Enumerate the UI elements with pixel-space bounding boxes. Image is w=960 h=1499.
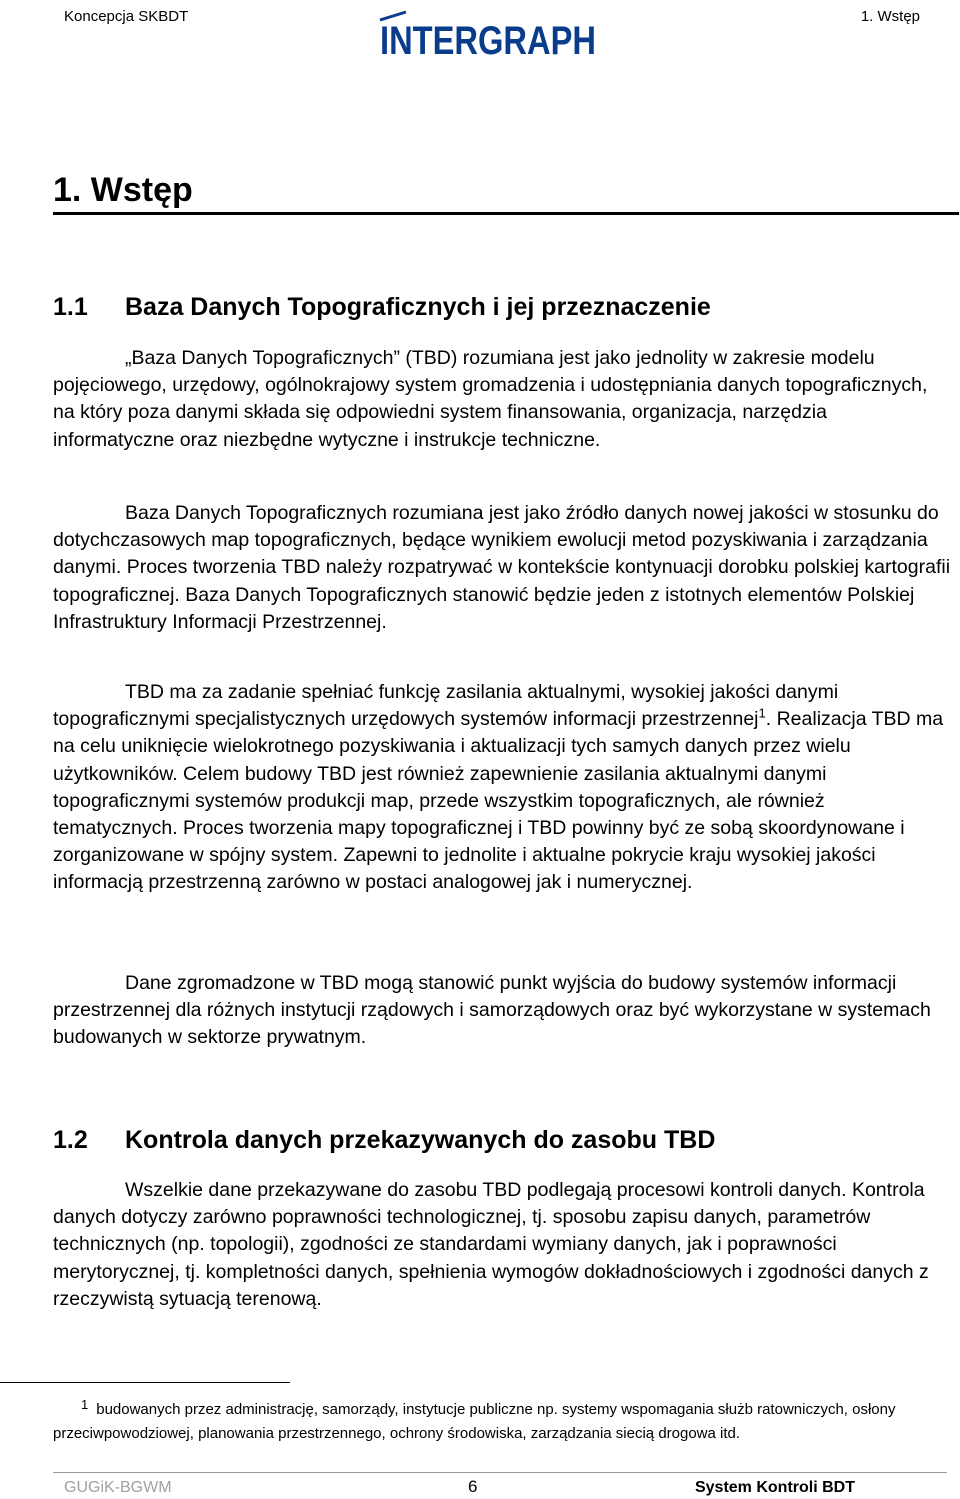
footnote-separator bbox=[0, 1382, 290, 1383]
paragraph: Wszelkie dane przekazywane do zasobu TBD podlegają procesowi kontroli danych. Kontrola danych dotyczy zarówno poprawności technologicznej, tj. sposobu zapisu danych, parametrów technicznych (np. topologii), zgodności ze standardami wymiany danych, jak i poprawności merytorycznej, tj. kompletności danych, spełnienia wymogów dokładnościowych i zgodności danych z rzeczywistą sytuacją terenową. bbox=[53, 1179, 929, 1310]
paragraph: „Baza Danych Topograficznych” (TBD) rozumiana jest jako jednolity w zakresie modelu pojęciowego, urzędowy, ogólnokrajowy system gromadzenia i udostępniania danych topograficznych, na który poza danymi składa się odpowiedni system finansowania, organizacja, narzędzia informatyczne oraz niezbędne wytyczne i instrukcje techniczne. bbox=[53, 347, 928, 451]
section-title: Baza Danych Topograficznych i jej przeznaczenie bbox=[125, 293, 711, 321]
footnote bbox=[53, 1398, 943, 1446]
section-heading-1-2 bbox=[53, 1125, 715, 1155]
footnote-reference[interactable]: 1 bbox=[758, 705, 766, 721]
section-number: 1.1 bbox=[53, 293, 88, 321]
svg-text:INTERGRAPH: INTERGRAPH bbox=[380, 19, 596, 63]
footnote-text: budowanych przez administrację, samorządy, instytucje publiczne np. systemy wspomagania służb ratowniczych, osłony przeciwpowodziowej, planowania przestrzennego, ochrony środowiska, zarządzania siecią drogowa itd. bbox=[53, 1401, 896, 1442]
section-number: 1.2 bbox=[53, 1126, 88, 1154]
footer-divider bbox=[53, 1472, 947, 1473]
paragraph: Dane zgromadzone w TBD mogą stanowić punkt wyjścia do budowy systemów informacji przestrzennej dla różnych instytucji rządowych i samorządowych oraz być wykorzystane w systemach budowanych w sektorze prywatnym. bbox=[53, 972, 931, 1049]
section-title: Kontrola danych przekazywanych do zasobu TBD bbox=[125, 1126, 716, 1154]
footer-organization: GUGiK-BGWM bbox=[64, 1479, 172, 1496]
section-heading-1-1 bbox=[53, 292, 711, 322]
intergraph-logo bbox=[378, 10, 598, 63]
footer-system-name: System Kontroli BDT bbox=[694, 1479, 855, 1496]
header-section-name: 1. Wstęp bbox=[860, 8, 920, 25]
header-document-title: Koncepcja SKBDT bbox=[64, 8, 189, 25]
paragraph-text: TBD ma za zadanie spełniać funkcję zasilania aktualnymi, wysokiej jakości danymi topograficznymi specjalistycznych urzędowych systemów informacji przestrzennej bbox=[53, 681, 839, 731]
footnote-mark: 1 bbox=[81, 1397, 89, 1412]
paragraph-text: . Realizacja TBD ma na celu uniknięcie wielokrotnego pozyskiwania i aktualizacji tych samych danych przez wielu użytkowników. Celem budowy TBD jest również zapewnienie zasilania aktualnymi danymi topograficznymi systemów produkcji map, przede wszystkim topograficznych, ale również tematycznych. Proces tworzenia mapy topograficznej i TBD powinny być ze sobą skoordynowane i zorganizowane w spójny system. Zapewni to jednolite i aktualne pokrycie kraju wysokiej jakości informacją przestrzenną zarówno w postaci analogowej jak i numerycznej. bbox=[53, 708, 944, 894]
intergraph-logo-graphic bbox=[378, 10, 598, 63]
paragraph-with-footnote bbox=[53, 679, 953, 897]
chapter-heading: 1. Wstęp bbox=[53, 170, 959, 215]
paragraph: Baza Danych Topograficznych rozumiana jest jako źródło danych nowej jakości w stosunku do dotychczasowych map topograficznych, będące wynikiem ewolucji metod pozyskiwania i zarządzania danymi. Proces tworzenia TBD należy rozpatrywać w kontekście kontynuacji dorobku polskiej kartografii topograficznej. Baza Danych Topograficznych stanowić będzie jeden z istotnych elementów Polskiej Infrastruktury Informacji Przestrzennej. bbox=[53, 502, 951, 633]
page-number: 6 bbox=[468, 1477, 478, 1496]
